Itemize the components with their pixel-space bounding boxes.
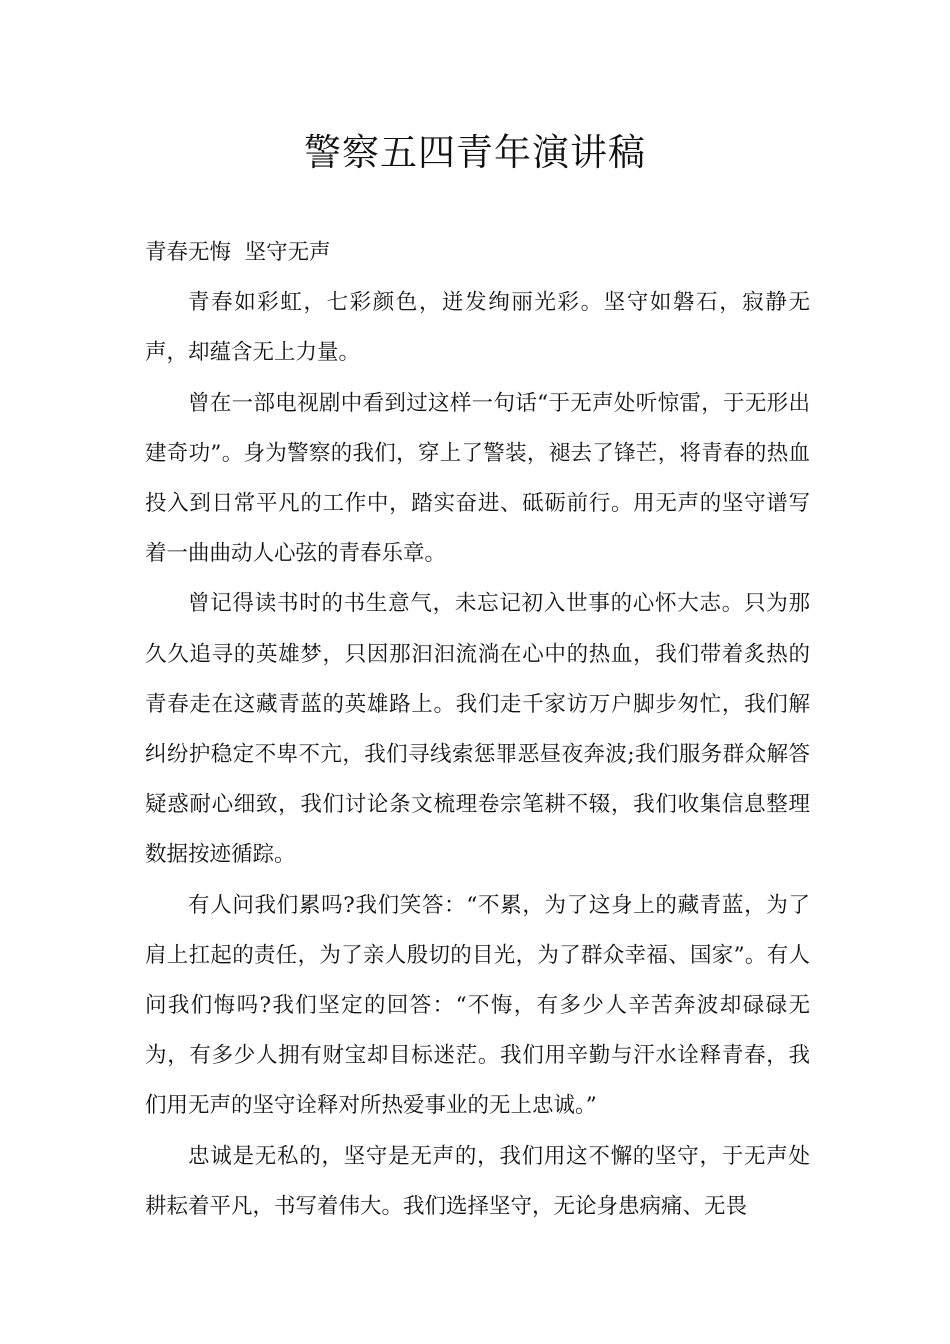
paragraph-4: 有人问我们累吗?我们笑答：“不累，为了这身上的藏青蓝，为了肩上扛起的责任，为了亲人殷切的目光，为了群众幸福、国家”。有人问我们悔吗?我们坚定的回答：“不悔，有多少人辛苦奔波却碌碌无为，有多少人拥有财宝却目标迷茫。我们用辛勤与汗水诠释青春，我们用无声的坚守诠释对所热爱事业的无上忠诚。” [145, 892, 810, 1119]
paragraph-1: 青春如彩虹，七彩颜色，迸发绚丽光彩。坚守如磐石，寂静无声，却蕴含无上力量。 [145, 290, 810, 366]
paragraph-5: 忠诚是无私的，坚守是无声的，我们用这不懈的坚守，于无声处耕耘着平凡，书写着伟大。我们选择坚守，无论身患病痛、无畏 [145, 1143, 810, 1219]
paragraph-3: 曾记得读书时的书生意气，未忘记初入世事的心怀大志。只为那久久追寻的英雄梦，只因那汩汩流淌在心中的热血，我们带着炙热的青春走在这藏青蓝的英雄路上。我们走千家访万户脚步匆忙，我们解纠纷护稳定不卑不亢，我们寻线索惩罪恶昼夜奔波;我们服务群众解答疑惑耐心细致，我们讨论条文梳理卷宗笔耕不辍，我们收集信息整理数据按迹循踪。 [145, 591, 810, 868]
document-title: 警察五四青年演讲稿 [304, 131, 646, 174]
paragraph-2: 曾在一部电视剧中看到过这样一句话“于无声处听惊雷，于无形出建奇功”。身为警察的我们，穿上了警装，褪去了锋芒，将青春的热血投入到日常平凡的工作中，踏实奋进、砥砺前行。用无声的坚守谱写着一曲曲动人心弦的青春乐章。 [145, 390, 810, 567]
document-subtitle: 青春无悔 坚守无声 [145, 240, 331, 265]
document-body [145, 228, 810, 1232]
